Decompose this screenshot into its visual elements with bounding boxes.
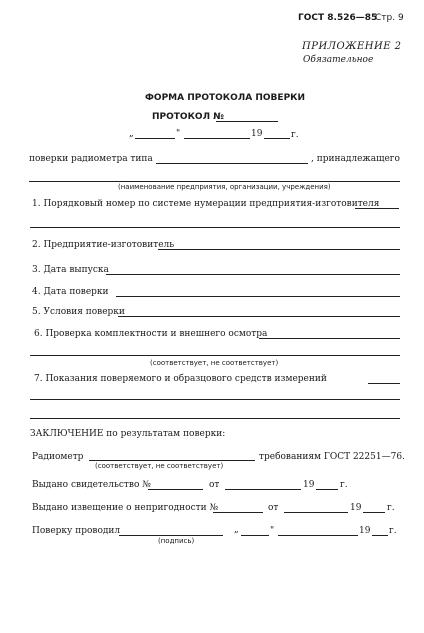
certificate-number-field[interactable]: [148, 489, 203, 490]
certificate-from-label: от: [209, 480, 220, 490]
form-title: ФОРМА ПРОТОКОЛА ПОВЕРКИ: [145, 93, 306, 103]
notice-year-field[interactable]: [363, 512, 385, 513]
verification-date-field[interactable]: [116, 296, 400, 297]
certificate-year-field[interactable]: [316, 489, 338, 490]
item-verification-date: 4. Дата поверки: [32, 287, 109, 297]
certificate-label: Выдано свидетельство №: [32, 480, 151, 490]
performed-by-label: Поверку проводил: [32, 526, 121, 536]
readings-field-2[interactable]: [30, 399, 400, 400]
date-quote-open: „: [129, 129, 134, 139]
notice-label: Выдано извещение о непригодности №: [32, 503, 218, 513]
protocol-number-field[interactable]: [216, 121, 278, 122]
performed-date-quote-open: „: [234, 525, 239, 535]
signature-field[interactable]: [119, 535, 223, 536]
conclusion-requirements: требованиям ГОСТ 22251—76.: [259, 452, 405, 462]
certificate-year-suffix: г.: [340, 480, 348, 490]
conclusion-title: ЗАКЛЮЧЕНИЕ по результатам поверки:: [30, 429, 226, 439]
standard-code: ГОСТ 8.526—85: [298, 13, 378, 23]
item-readings: 7. Показания поверяемого и образцового средств измерений: [34, 374, 327, 384]
performed-year-suffix: г.: [389, 526, 397, 536]
date-month-field[interactable]: [184, 138, 250, 139]
item-manufacturer: 2. Предприятие-изготовитель: [32, 240, 175, 250]
owner-caption: (наименование предприятия, организации, учреждения): [118, 183, 331, 191]
date-year-prefix: 19: [251, 129, 263, 139]
item-completeness: 6. Проверка комплектности и внешнего осмотра: [34, 329, 268, 339]
certificate-date-field[interactable]: [225, 489, 301, 490]
release-date-field[interactable]: [106, 274, 400, 275]
item-release-date: 3. Дата выпуска: [32, 265, 109, 275]
date-day-field[interactable]: [135, 138, 175, 139]
date-quote-close: ": [176, 129, 181, 139]
radiometer-type-field[interactable]: [156, 163, 308, 164]
completeness-caption: (соответствует, не соответствует): [150, 359, 279, 367]
serial-number-field-cont[interactable]: [30, 227, 400, 228]
notice-year-suffix: г.: [387, 503, 395, 513]
readings-field[interactable]: [368, 383, 400, 384]
notice-year-prefix: 19: [350, 503, 362, 513]
performed-day-field[interactable]: [241, 535, 269, 536]
manufacturer-field[interactable]: [158, 249, 400, 250]
signature-caption: (подпись): [158, 537, 195, 545]
readings-field-3[interactable]: [30, 418, 400, 419]
serial-number-field[interactable]: [355, 208, 399, 209]
completeness-field[interactable]: [259, 338, 400, 339]
conclusion-radiometer-label: Радиометр: [32, 452, 84, 462]
owner-label: , принадлежащего: [311, 154, 400, 164]
verification-type-label: поверки радиометра типа: [29, 154, 153, 164]
owner-field[interactable]: [29, 181, 400, 182]
notice-number-field[interactable]: [213, 512, 263, 513]
performed-date-quote-close: ": [270, 526, 275, 536]
appendix-status: Обязательное: [303, 55, 374, 65]
page-number: Стр. 9: [375, 13, 404, 23]
conclusion-conformity-field[interactable]: [89, 460, 255, 461]
appendix-title: ПРИЛОЖЕНИЕ 2: [302, 41, 402, 52]
notice-from-label: от: [268, 503, 279, 513]
performed-month-field[interactable]: [278, 535, 358, 536]
notice-date-field[interactable]: [284, 512, 348, 513]
date-year-field[interactable]: [264, 138, 290, 139]
performed-year-field[interactable]: [372, 535, 388, 536]
conclusion-conformity-caption: (соответствует, не соответствует): [95, 462, 224, 470]
completeness-field-cont[interactable]: [30, 355, 400, 356]
item-serial-number: 1. Порядковый номер по системе нумерации предприятия-изготовителя: [32, 199, 380, 209]
item-conditions: 5. Условия поверки: [32, 307, 125, 317]
certificate-year-prefix: 19: [303, 480, 315, 490]
date-year-suffix: г.: [291, 130, 299, 140]
conditions-field[interactable]: [118, 316, 400, 317]
protocol-label: ПРОТОКОЛ №: [152, 112, 225, 122]
performed-year-prefix: 19: [359, 526, 371, 536]
